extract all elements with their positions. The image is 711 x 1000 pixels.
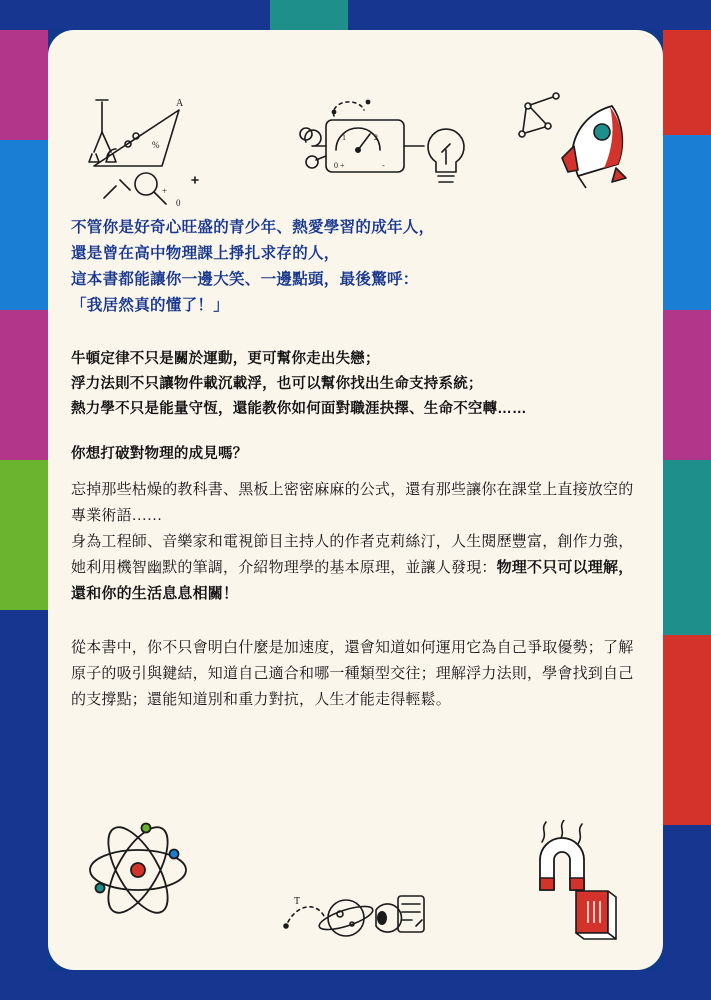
svg-text:-: - — [382, 161, 385, 170]
svg-text:1: 1 — [342, 133, 346, 142]
block-top-teal — [270, 0, 348, 30]
headline-line-1: 不管你是好奇心旺盛的青少年、熱愛學習的成年人， — [71, 219, 435, 236]
headline-line-3: 這本書都能讓你一邊大笑、一邊點頭，最後驚呼： — [71, 271, 419, 288]
bullet-line-2: 浮力法則不只讓物件載沉載浮，也可以幫你找出生命支持系統； — [71, 376, 483, 392]
block-left-magenta-2 — [0, 310, 48, 460]
block-bottom-navy — [48, 970, 663, 1000]
paragraph-3: 從本書中，你不只會明白什麼是加速度，還會知道如何運用它為自己爭取優勢；了解原子的吸引與鍵結，知道自己適合和哪一種類型交往；理解浮力法則，學會找到自己的支撐點；還能知道別和重力對抗，人生才能走得輕鬆。 — [71, 640, 634, 708]
block-right-teal — [663, 460, 711, 635]
svg-text:2: 2 — [374, 133, 378, 142]
question-line: 你想打破對物理的成見嗎？ — [71, 446, 248, 462]
headline-line-4: 「我居然真的懂了！」 — [71, 297, 230, 314]
block-right-magenta — [663, 310, 711, 460]
block-right-navy — [663, 825, 711, 1000]
multimeter-lightbulb-icon — [298, 90, 488, 200]
headline-line-2: 還是曾在高中物理課上掙扎求存的人， — [71, 245, 340, 262]
block-left-navy — [0, 610, 48, 1000]
block-right-blue — [663, 135, 711, 310]
rocket-icon — [514, 86, 644, 206]
block-top-navy-right — [348, 0, 711, 30]
paragraph-2-text: 身為工程師、音樂家和電視節目主持人的作者克莉絲汀，人生閱歷豐富，創作力強，她利用機智幽默的筆調，介紹物理學的基本原理，並讓人發現： — [71, 534, 634, 576]
paragraph-1: 忘掉那些枯燥的教科書、黑板上密密麻麻的公式，還有那些讓你在課堂上直接放空的專業術語…… — [71, 482, 634, 524]
text-body — [71, 215, 641, 713]
svg-text:%: % — [152, 140, 160, 150]
content-card — [48, 30, 663, 970]
bullet-line-3: 熱力學不只是能量守恆，還能教你如何面對職涯抉擇、生命不空轉…… — [71, 401, 527, 417]
svg-text:+: + — [162, 186, 168, 196]
paragraph-2-emphasis: 物理不只可以理解，還和你的生活息息相關！ — [71, 560, 634, 602]
block-left-magenta — [0, 30, 48, 140]
block-right-red — [663, 30, 711, 135]
block-left-green — [0, 460, 48, 610]
bullet-line-1: 牛頓定律不只是關於運動，更可幫你走出失戀； — [71, 351, 380, 367]
svg-text:0 +: 0 + — [334, 161, 345, 170]
block-left-blue — [0, 140, 48, 310]
compass-triangle-icon — [84, 88, 254, 218]
paragraph-2 — [71, 529, 641, 607]
block-right-red-2 — [663, 635, 711, 825]
atom-icon — [76, 810, 206, 930]
telescope-planet-icon — [280, 870, 440, 960]
block-top-navy-left — [0, 0, 270, 30]
svg-text:0: 0 — [176, 198, 181, 208]
book-icon — [568, 885, 628, 945]
svg-text:A: A — [176, 98, 184, 109]
svg-text:T: T — [294, 896, 301, 907]
